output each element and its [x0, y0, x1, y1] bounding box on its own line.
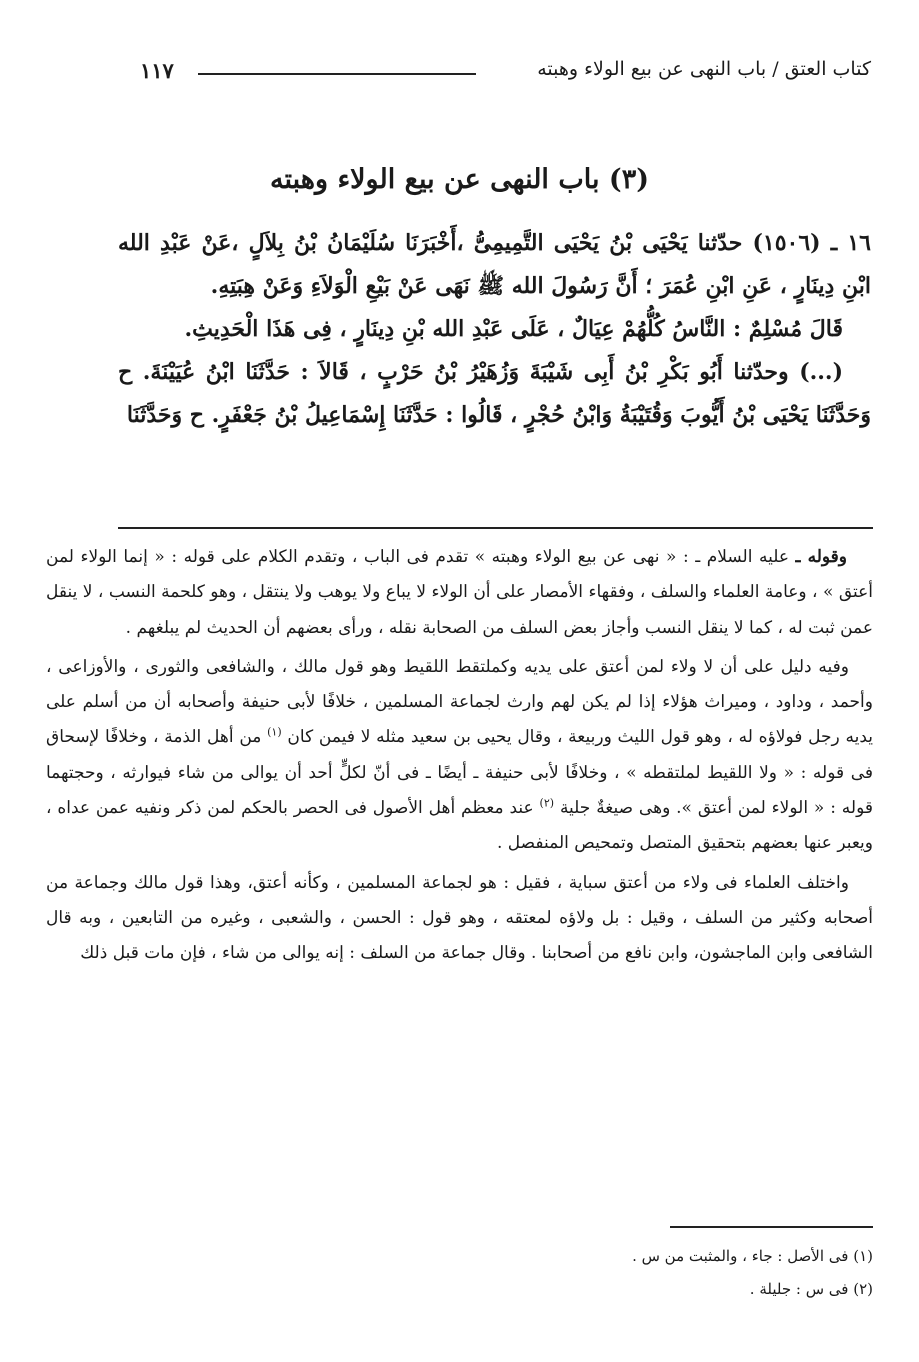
chapter-title: (٣) باب النهى عن بيع الولاء وهبته — [270, 164, 649, 195]
text-separator-rule — [118, 527, 873, 529]
commentary-paragraph — [46, 540, 873, 646]
footnote-marker: (١) — [267, 725, 282, 739]
running-title: كتاب العتق / باب النهى عن بيع الولاء وهبته — [537, 58, 871, 80]
footnote-marker: (٢) — [539, 796, 555, 810]
commentary-paragraph — [46, 650, 873, 862]
page-number: ١١٧ — [140, 58, 174, 83]
running-header — [140, 58, 871, 88]
commentary-text: من أهل الذمة ، وخلافًا لإسحاق فى قوله : « ولا اللقيط لملتقطه » ، وخلافًا لأبى حنيفة ـ أيضًا ـ فى أنّ لكلٍّ أحد أن يوالى من شاء فيوارثه ، وحجتهما قوله : « الولاء لمن أعتق ». وهى صيغةٌ جلية — [46, 727, 873, 819]
commentary-text: عليه السلام ـ : « نهى عن بيع الولاء وهبته » تقدم فى الباب ، وتقدم الكلام على قوله : « إنما الولاء لمن أعتق » ، وعامة العلماء والسلف ، وفقهاء الأمصار على أن الولاء لا يباع ولا يوهب ولا ينتقل ، وهو كلحمة النسب ، لا ينقل عمن ثبت له ، كما لا ينقل النسب وأجاز بعض السلف من الصحابة نقله ، ورأى بعضهم أن الحديث لم يبلغهم . — [46, 547, 873, 638]
hadith-paragraph: قَالَ مُسْلِمٌ : النَّاسُ كُلُّهُمْ عِيَالٌ ، عَلَى عَبْدِ الله بْنِ دِينَارٍ ، فِى هَذَا الْحَدِيثِ. — [184, 316, 843, 342]
header-rule — [198, 73, 476, 75]
commentary-text: عند معظم أهل الأصول فى الحصر بالحكم لمن ذكر ونفيه عمن عداه ، ويعبر عنها بعضهم بتحقيق المتصل وتمحيص المنفصل . — [46, 798, 873, 854]
commentary — [46, 540, 873, 976]
hadith-paragraph: (...) وحدّثنا أَبُو بَكْرِ بْنُ أَبِى شَيْبَةَ وَزُهَيْرُ بْنُ حَرْبٍ ، قَالاَ : حَدَّثَنَا ابْنُ عُيَيْنَةَ. ح وَحَدَّثَنَا يَحْيَى بْنُ أَيُّوبَ وَقُتَيْبَةُ وَابْنُ حُجْرٍ ، قَالُوا : حَدَّثَنَا إِسْمَاعِيلُ بْنُ جَعْفَرٍ. ح وَحَدَّثَنَا — [118, 359, 871, 428]
commentary-lead: وقوله ـ — [795, 547, 847, 567]
footnote-rule — [670, 1226, 873, 1228]
footnote: (١) فى الأصل : جاء ، والمثبت من س . — [632, 1247, 873, 1265]
hadith-text — [118, 222, 871, 437]
commentary-text: وفيه دليل على أن لا ولاء لمن أعتق على يديه وكملتقط اللقيط وهو قول مالك ، والشافعى والثورى ، والأوزاعى ، وأحمد ، وداود ، وميراث هؤلاء إذا لم يكن لهم وارث لجماعة المسلمين ، خلافًا لأبى حنيفة وأصحابه أن من أسلم على يديه رجل فولاؤه له ، وهو قول الليث وربيعة ، وقال يحيى بن سعيد مثله لا فيمن كان — [46, 656, 873, 748]
commentary-paragraph: واختلف العلماء فى ولاء من أعتق سباية ، فقيل : هو لجماعة المسلمين ، وكأنه أعتق، وهذا قول مالك وجماعة من أصحابه وكثير من السلف ، وقيل : بل ولاؤه لمعتقه ، وهو قول : الحسن ، والشعبى ، وغيره من التابعين ، وبه قال الشافعى وابن الماجشون، وابن نافع من أصحابنا . وقال جماعة من السلف : إنه يوالى من شاء ، فإن مات قبل ذلك — [46, 872, 873, 964]
footnote: (٢) فى س : جليلة . — [749, 1280, 873, 1298]
hadith-paragraph: ١٦ ـ (١٥٠٦) حدّثنا يَحْيَى بْنُ يَحْيَى التَّمِيمِىُّ ،أَخْبَرَنَا سُلَيْمَانُ بْنُ بِلاَلٍ ،عَنْ عَبْدِ الله ابْنِ دِينَارٍ ، عَنِ ابْنِ عُمَرَ ؛ أَنَّ رَسُولَ الله ﷺ نَهَى عَنْ بَيْعِ الْوَلاَءِ وَعَنْ هِبَتِهِ. — [118, 230, 871, 299]
footnotes — [300, 1240, 873, 1306]
